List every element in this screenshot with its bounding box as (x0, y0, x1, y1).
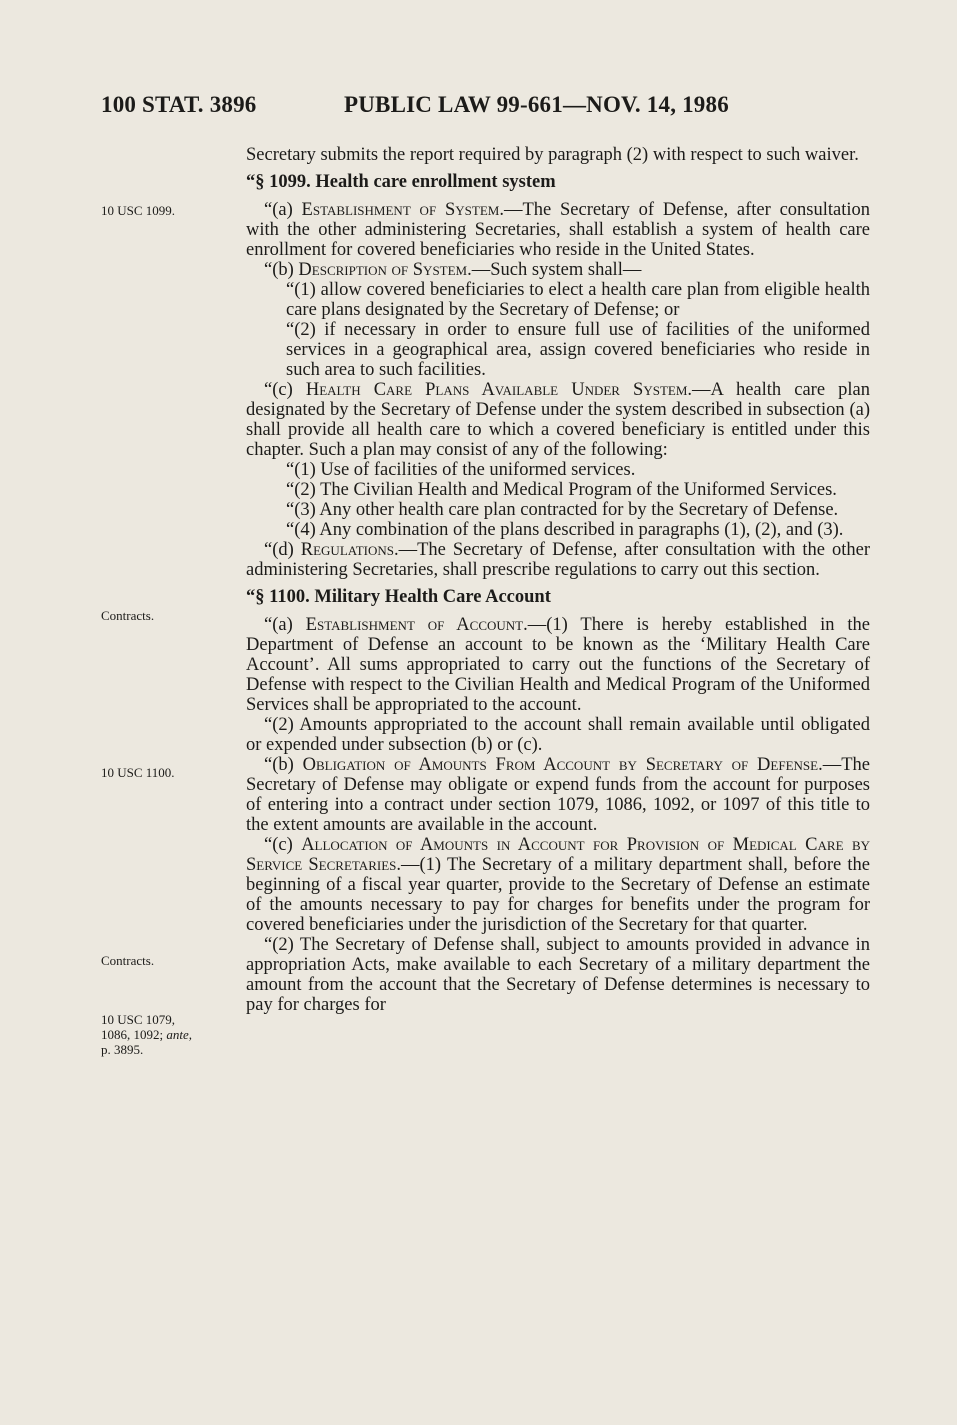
statute-body (246, 145, 870, 1015)
paragraph: Secretary submits the report required by paragraph (2) with respect to such waiver. (246, 145, 859, 165)
subsection-text: .—The Secretary of Defense, after consultation with the other administering Secretaries, shall prescribe regulations to carry out this section. (246, 540, 870, 580)
subsection-label: “(c) (264, 835, 302, 855)
paragraph-b2: “(2) if necessary in order to ensure full use of facilities of the uniformed services in a geographical area, assign covered beneficiaries who reside in such area to such facilities. (286, 320, 870, 380)
margin-note-ante: ante, (166, 1027, 193, 1042)
paragraph-c4: “(4) Any combination of the plans described in paragraphs (1), (2), and (3). (286, 520, 844, 540)
subsection-text: .—(1) The Secretary of a military department shall, before the beginning of a fiscal year quarter, provide to the Secretary of Defense an estimate of the amounts necessary to pay for charges for benefits under the program for covered beneficiaries under the jurisdiction of the Secretary for that quarter. (246, 855, 870, 935)
margin-note-text: 1086, 1092; (101, 1027, 167, 1042)
subsection-text: .—The Secretary of Defense may obligate or expend funds from the account for purposes of entering into a contract under section 1079, 1086, 1092, or 1097 of this title to the extent amounts are available in the account. (246, 755, 870, 835)
subsection-text: .—The Secretary of Defense, after consultation with the other administering Secretaries, shall establish a system of health care enrollment for covered beneficiaries who reside in the United States. (246, 200, 870, 260)
margin-note-line (101, 1027, 241, 1042)
subsection-text: .—(1) There is hereby established in the Department of Defense an account to be known as the ‘Military Health Care Account’. All sums appropriated to carry out the functions of the Secretary of Defense with respect to the Civilian Health and Medical Program of the Uniformed Services shall be appropriated to the account. (246, 615, 870, 715)
subsection-text: .—A health care plan designated by the Secretary of Defense under the system described in subsection (a) shall provide all health care to which a covered beneficiary is entitled under this chapter. Such a plan may consist of any of the following: (246, 380, 870, 460)
subsection-heading: Establishment of Account (305, 615, 524, 635)
subsection-d (246, 540, 870, 580)
paragraph-c3: “(3) Any other health care plan contracted for by the Secretary of Defense. (286, 500, 839, 520)
margin-note-contracts: Contracts. (101, 953, 155, 968)
subsection-heading: Establishment of System (301, 200, 500, 220)
subsection-a (246, 200, 870, 260)
subsection-label: “(c) (264, 380, 306, 400)
subsection-label: “(b) (264, 260, 299, 280)
section-heading-1100: “§ 1100. Military Health Care Account (246, 587, 551, 607)
subsection-b-obligation (246, 755, 870, 835)
subsection-heading: Description of System (298, 260, 468, 280)
margin-note-usc-1099: 10 USC 1099. (101, 203, 176, 218)
paragraph-c2-allocation: “(2) The Secretary of Defense shall, subject to amounts provided in advance in appropriation Acts, make available to each Secretary of a military department the amount from the account that the Secretary of Defense determines is necessary to pay for charges for (246, 935, 870, 1015)
subsection-label: “(d) (264, 540, 301, 560)
subsection-heading: Allocation of Amounts in Account for Provision of Medical Care by Service Secretaries (246, 835, 870, 875)
subsection-label: “(b) (264, 755, 303, 775)
section-heading-1099: “§ 1099. Health care enrollment system (246, 172, 556, 192)
margin-note-usc-1100: 10 USC 1100. (101, 765, 175, 780)
margin-note-usc-1079 (101, 1012, 241, 1057)
subsection-b (246, 260, 870, 280)
public-law-title: PUBLIC LAW 99-661—NOV. 14, 1986 (344, 92, 729, 117)
subsection-c (246, 380, 870, 460)
subsection-a-account (246, 615, 870, 715)
subsection-heading: Health Care Plans Available Under System (305, 380, 688, 400)
statute-citation: 100 STAT. 3896 (101, 92, 257, 117)
subsection-label: “(a) (264, 615, 306, 635)
paragraph-a2: “(2) Amounts appropriated to the account shall remain available until obligated or expended under subsection (b) or (c). (246, 715, 870, 755)
paragraph-c1: “(1) Use of facilities of the uniformed services. (286, 460, 636, 480)
margin-note-line: p. 3895. (101, 1042, 144, 1057)
margin-note-contracts: Contracts. (101, 608, 155, 623)
paragraph-b1: “(1) allow covered beneficiaries to elect a health care plan from eligible health care plans designated by the Secretary of Defense; or (286, 280, 870, 320)
subsection-heading: Regulations (300, 540, 394, 560)
paragraph-c2: “(2) The Civilian Health and Medical Program of the Uniformed Services. (286, 480, 837, 500)
page-header (101, 92, 729, 118)
margin-note-line: 10 USC 1079, (101, 1012, 176, 1027)
subsection-heading: Obligation of Amounts From Account by Secretary of Defense (302, 755, 819, 775)
subsection-label: “(a) (264, 200, 302, 220)
subsection-c-allocation (246, 835, 870, 935)
subsection-text: .—Such system shall— (467, 260, 642, 280)
